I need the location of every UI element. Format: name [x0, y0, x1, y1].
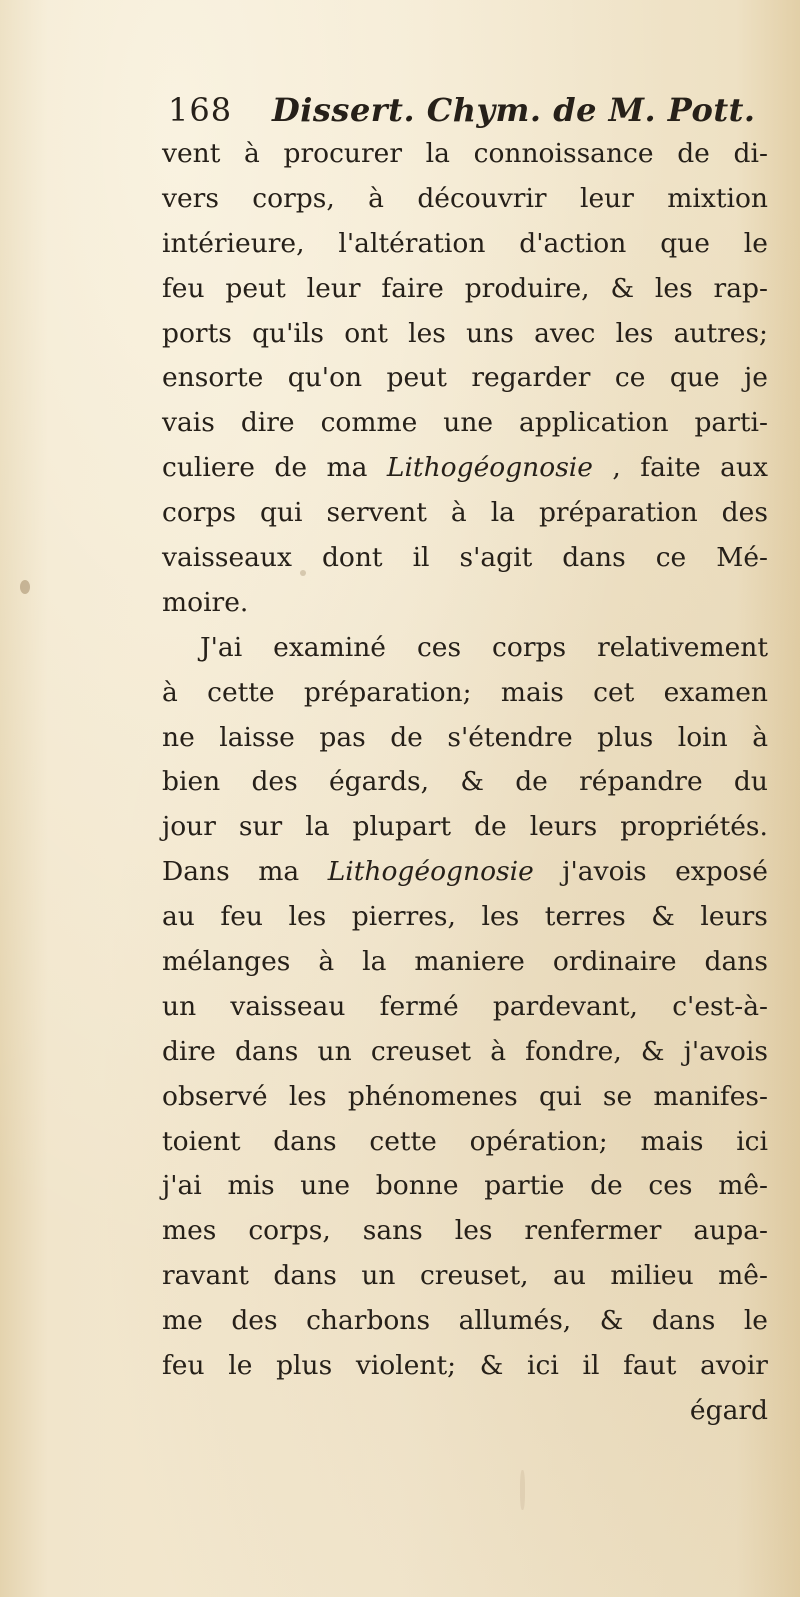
word: d'action — [519, 227, 627, 259]
word: de — [274, 452, 308, 484]
word: observé — [162, 1080, 268, 1112]
word: des — [251, 766, 298, 798]
word: aupa- — [693, 1215, 768, 1247]
word: creuset — [370, 1035, 472, 1067]
word: parti- — [694, 407, 768, 439]
text-line — [162, 716, 768, 761]
word: toient — [162, 1125, 241, 1157]
word: à — [752, 721, 768, 753]
word: J'ai — [200, 631, 243, 663]
text-line — [162, 177, 768, 222]
text-line — [162, 132, 768, 177]
word: allumés, — [458, 1305, 572, 1337]
running-title: Dissert. Chym. de M. Pott. — [272, 91, 756, 129]
word: exposé — [675, 856, 768, 888]
word: & — [640, 1035, 665, 1067]
word: dans — [651, 1305, 716, 1337]
word: qu'on — [287, 362, 363, 394]
word: mê- — [718, 1170, 768, 1202]
ink-spot — [20, 580, 30, 594]
word: feu — [220, 901, 263, 933]
word: corps, — [252, 182, 335, 214]
word: mê- — [718, 1260, 768, 1292]
word: intérieure, — [162, 227, 305, 259]
word: les — [481, 901, 520, 933]
word: & — [479, 1350, 504, 1382]
text-line — [162, 1209, 768, 1254]
word: mes — [162, 1215, 217, 1247]
word: examiné — [273, 631, 386, 663]
word: corps, — [248, 1215, 331, 1247]
word: autres; — [673, 317, 768, 349]
text-line — [162, 356, 768, 401]
word: ici — [527, 1350, 559, 1382]
word: vaisseaux — [162, 542, 292, 574]
word: de — [677, 138, 710, 169]
word: que — [660, 227, 710, 259]
paper-stain — [520, 1470, 525, 1510]
word: aux — [720, 452, 768, 484]
word: les — [408, 317, 446, 349]
word: dans — [704, 946, 768, 978]
word: opération; — [469, 1125, 608, 1157]
text-line — [162, 1299, 768, 1344]
word: préparation — [538, 497, 698, 529]
word: à — [368, 182, 384, 214]
word: de — [474, 811, 507, 843]
word: mélanges — [162, 946, 291, 978]
word: jour — [162, 811, 216, 843]
text-block — [162, 88, 768, 1434]
word: faut — [623, 1350, 677, 1382]
word: & — [610, 272, 635, 304]
text-line — [162, 895, 768, 940]
text-line — [162, 1030, 768, 1075]
word: avoir — [700, 1350, 768, 1382]
word: leur — [306, 272, 361, 304]
word: cet — [593, 676, 635, 708]
word: mis — [227, 1170, 275, 1202]
word: leurs — [700, 901, 768, 933]
word: dans — [234, 1035, 299, 1067]
word: le — [743, 1305, 768, 1337]
catchword-line — [162, 1389, 768, 1434]
word: dire — [162, 1035, 216, 1067]
word: loin — [677, 721, 728, 753]
word: la — [305, 811, 330, 843]
word: le — [743, 227, 768, 259]
word: maniere — [414, 946, 525, 978]
word: di- — [733, 138, 768, 169]
word: phénomenes — [347, 1080, 518, 1112]
word: au — [553, 1260, 586, 1292]
word: rap- — [713, 272, 768, 304]
word: me — [162, 1305, 203, 1337]
word: un — [361, 1260, 396, 1292]
word: renfermer — [524, 1215, 662, 1247]
word: un — [162, 990, 197, 1022]
word: cette — [369, 1125, 437, 1157]
word: les — [615, 317, 654, 349]
word: les — [654, 272, 693, 304]
word: uns — [466, 317, 514, 349]
catchword: égard — [689, 1394, 768, 1426]
word: vent — [162, 138, 221, 169]
word: à — [162, 676, 178, 708]
word: je — [744, 362, 768, 394]
word: leurs — [529, 811, 598, 843]
text-line — [162, 1075, 768, 1120]
text-line — [162, 536, 768, 581]
word: feu — [162, 272, 205, 304]
word: milieu — [610, 1260, 694, 1292]
text-line — [162, 940, 768, 985]
word: & — [460, 766, 484, 798]
word: ma — [258, 856, 300, 888]
word: ordinaire — [552, 946, 677, 978]
word: regarder — [471, 362, 591, 394]
word: ce — [614, 362, 646, 394]
word: partie — [484, 1170, 565, 1202]
word: ces — [648, 1170, 693, 1202]
text-line — [162, 1344, 768, 1389]
word: dans — [562, 542, 626, 574]
word: dans — [273, 1260, 337, 1292]
word: vers — [162, 182, 219, 214]
word: faite — [640, 452, 701, 484]
word: la — [425, 138, 450, 169]
word: ont — [344, 317, 388, 349]
text-line — [162, 491, 768, 536]
word: pas — [319, 721, 366, 753]
text-line — [162, 222, 768, 267]
page-header — [162, 88, 768, 132]
word: que — [669, 362, 720, 394]
word: plus — [597, 721, 654, 753]
word: du — [733, 766, 768, 798]
word: comme — [320, 407, 418, 439]
word: & — [599, 1305, 624, 1337]
word: égards, — [328, 766, 430, 798]
word: l'altération — [338, 227, 486, 259]
word: produire, — [464, 272, 590, 304]
word: procurer — [283, 138, 403, 169]
word: à — [450, 497, 467, 529]
word: la — [490, 497, 515, 529]
word: à — [318, 946, 335, 978]
word: fermé — [379, 990, 459, 1022]
word: de — [590, 1170, 623, 1202]
italic-word: Lithogéognosie — [327, 856, 534, 888]
page-number: 168 — [168, 91, 233, 129]
word: sans — [362, 1215, 423, 1247]
text-line — [162, 401, 768, 446]
word: à — [490, 1035, 507, 1067]
word: pierres, — [351, 901, 456, 933]
text-line — [162, 626, 768, 671]
word: c'est-à- — [672, 990, 768, 1022]
word: j'avois — [683, 1035, 768, 1067]
word: charbons — [306, 1305, 431, 1337]
word: ensorte — [162, 362, 264, 394]
word: vaisseau — [230, 990, 346, 1022]
word: moire. — [162, 586, 249, 618]
word: de — [515, 766, 548, 798]
word: qu'ils — [252, 317, 324, 349]
word: dans — [273, 1125, 337, 1157]
text-line — [162, 805, 768, 850]
word: peut — [225, 272, 286, 304]
word: répandre — [579, 766, 703, 798]
word: servent — [326, 497, 427, 529]
word: se — [602, 1080, 633, 1112]
word: violent; — [355, 1350, 457, 1382]
text-line — [162, 671, 768, 716]
word: dont — [321, 542, 383, 574]
word: corps — [492, 631, 567, 663]
word: des — [721, 497, 768, 529]
word: application — [519, 407, 669, 439]
word: il — [582, 1350, 600, 1382]
word: ces — [416, 631, 462, 663]
word: mixtion — [667, 182, 768, 214]
text-line — [162, 312, 768, 357]
word: ne — [162, 721, 195, 753]
word: s'agit — [459, 542, 533, 574]
word: propriétés. — [620, 811, 768, 843]
word: les — [454, 1215, 493, 1247]
word: sur — [238, 811, 283, 843]
word: au — [162, 901, 195, 933]
word: les — [288, 901, 327, 933]
word: & — [651, 901, 675, 933]
word: feu — [162, 1350, 205, 1382]
text-line — [162, 1164, 768, 1209]
word: de — [390, 721, 423, 753]
word: manifes- — [653, 1080, 768, 1112]
word: relativement — [597, 631, 768, 663]
word: une — [443, 407, 494, 439]
word: dire — [240, 407, 295, 439]
word: ravant — [162, 1260, 249, 1292]
word: qui — [260, 497, 303, 529]
word: j'ai — [162, 1170, 202, 1202]
word: terres — [544, 901, 626, 933]
word: un — [317, 1035, 352, 1067]
word: fondre, — [525, 1035, 622, 1067]
word: Dans — [162, 856, 230, 888]
word: vais — [162, 407, 215, 439]
text-line — [162, 267, 768, 312]
text-line — [162, 1120, 768, 1165]
italic-word: Lithogéognosie — [386, 452, 593, 484]
body-text — [162, 132, 768, 1389]
word: la — [362, 946, 387, 978]
word: découvrir — [417, 182, 547, 214]
word: , — [612, 452, 621, 484]
text-line — [162, 760, 768, 805]
text-line — [162, 581, 768, 626]
word: pardevant, — [492, 990, 638, 1022]
text-line — [162, 850, 768, 895]
text-line — [162, 985, 768, 1030]
word: mais — [640, 1125, 704, 1157]
word: bien — [162, 766, 221, 798]
word: à — [244, 138, 260, 169]
word: une — [300, 1170, 351, 1202]
word: j'avois — [562, 856, 647, 888]
word: ce — [655, 542, 687, 574]
word: qui — [539, 1080, 582, 1112]
word: ports — [162, 317, 232, 349]
word: leur — [579, 182, 634, 214]
word: connoissance — [473, 138, 654, 169]
word: le — [228, 1350, 253, 1382]
word: laisse — [219, 721, 295, 753]
word: ma — [326, 452, 368, 484]
word: avec — [534, 317, 596, 349]
word: creuset, — [419, 1260, 529, 1292]
word: plus — [276, 1350, 333, 1382]
word: des — [231, 1305, 278, 1337]
word: corps — [162, 497, 237, 529]
word: Mé- — [716, 542, 768, 574]
text-line — [162, 1254, 768, 1299]
word: culiere — [162, 452, 255, 484]
word: mais — [500, 676, 564, 708]
word: il — [412, 542, 430, 574]
word: s'étendre — [447, 721, 573, 753]
text-line — [162, 446, 768, 491]
word: bonne — [375, 1170, 459, 1202]
word: examen — [663, 676, 768, 708]
word: les — [288, 1080, 327, 1112]
word: ici — [736, 1125, 768, 1157]
word: faire — [381, 272, 444, 304]
word: préparation; — [303, 676, 472, 708]
word: peut — [386, 362, 447, 394]
word: plupart — [352, 811, 452, 843]
word: cette — [207, 676, 275, 708]
